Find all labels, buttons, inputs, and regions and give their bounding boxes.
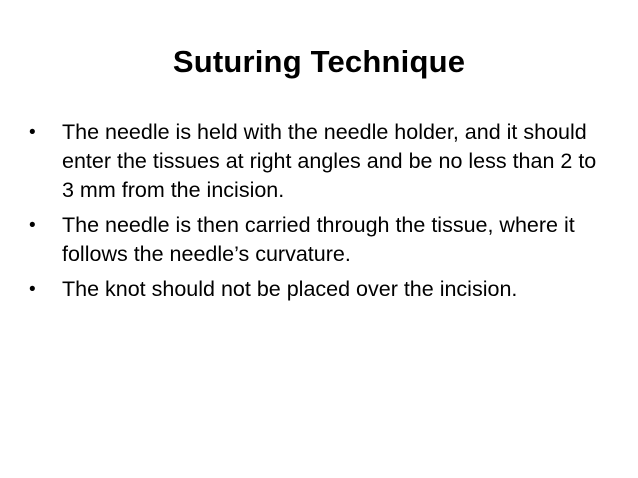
bullet-item bbox=[29, 275, 609, 304]
bullet-list bbox=[29, 118, 609, 310]
bullet-text: The needle is then carried through the tissue, where it follows the needle’s curvature. bbox=[62, 213, 575, 266]
bullet-item bbox=[29, 211, 609, 269]
bullet-text: The knot should not be placed over the incision. bbox=[62, 277, 518, 301]
bullet-item bbox=[29, 118, 609, 205]
bullet-text: The needle is held with the needle holder, and it should enter the tissues at right angles and be no less than 2 to 3 mm from the incision. bbox=[62, 120, 597, 202]
bullet-icon: • bbox=[29, 122, 36, 143]
slide-title: Suturing Technique bbox=[172, 44, 466, 79]
bullet-icon: • bbox=[29, 215, 36, 236]
bullet-icon: • bbox=[29, 279, 36, 300]
